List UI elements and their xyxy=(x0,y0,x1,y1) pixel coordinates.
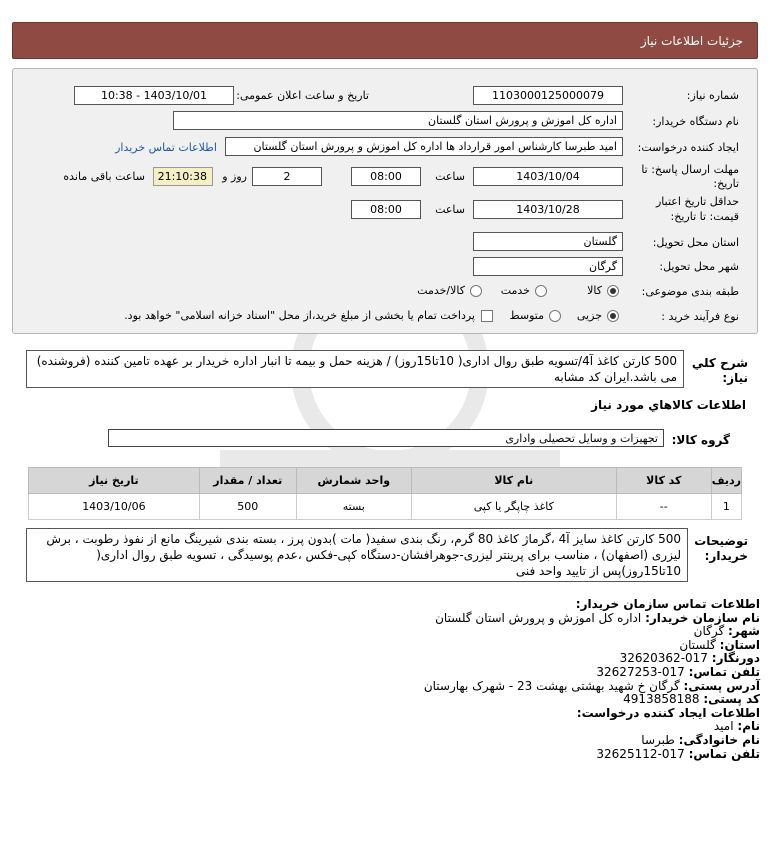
summary-label: شرح کلي xyxy=(691,356,748,370)
process-radio-medium[interactable] xyxy=(549,310,561,322)
address-value: گرگان خ شهید بهشتی بهشت 23 - شهرک بهارستان xyxy=(423,678,680,693)
announce-field: 1403/10/01 - 10:38 xyxy=(74,86,234,105)
page-title: جزئیات اطلاعات نیاز xyxy=(640,34,743,48)
remaining-label: ساعت باقی مانده xyxy=(63,170,145,183)
creator-label: ایجاد کننده درخواست: xyxy=(637,141,739,154)
validity-date-field: 1403/10/28 xyxy=(473,200,623,219)
postal-label: کد پستی: xyxy=(703,692,760,707)
contact-title: اطلاعات تماس سازمان خریدار: xyxy=(575,597,760,611)
org-label: نام سازمان خریدار: xyxy=(645,610,760,625)
creator-info-title: اطلاعات ایجاد کننده درخواست: xyxy=(576,705,760,720)
process-label: نوع فرآیند خرید : xyxy=(661,310,739,323)
process-option-minor: جزیی xyxy=(576,309,602,322)
fax-label: دورنگار: xyxy=(711,651,760,666)
family-value: طبرسا xyxy=(641,732,675,747)
buyer-notes-text: 500 کارتن کاغذ سایز آ4 ،گرماژ کاغذ 80 گرم، رنگ بندی سفید( مات )بدون پرز ، بسته بندی شیرینگ مانع از نفوذ رطوبت ، برش لیزری (اصفهان) ، مناسب برای پرینتر لیزری-جوهرافشان-دستگاه کپی-فکس ،عدم پوسیدگی ، تسویه طبق روال اداری( 10تا15روز)پس از تایید واحد فنی xyxy=(26,528,688,582)
category-label: طبقه بندی موضوعی: xyxy=(641,285,739,298)
deadline-time-field: 08:00 xyxy=(351,167,421,186)
city-contact-label: شهر: xyxy=(728,624,760,639)
creator-phone-label: تلفن تماس: xyxy=(688,746,760,761)
treasury-checkbox[interactable] xyxy=(481,310,493,322)
category-option-both: کالا/خدمت xyxy=(417,284,465,297)
name-label: نام: xyxy=(737,719,760,734)
city-field: گرگان xyxy=(473,257,623,276)
summary-text: 500 کارتن کاغذ آ4/تسویه طبق روال اداری( 10تا15روز) / هزینه حمل و بیمه تا انبار اداره خریدار بر عهده تامین کننده (فروشنده) می باشد.ایران کد مشابه xyxy=(26,350,684,388)
buyer-label: نام دستگاه خریدار: xyxy=(652,115,739,128)
province-field: گلستان xyxy=(473,232,623,251)
goods-section-title: اطلاعات کالاهاي مورد نياز xyxy=(591,398,746,412)
col-qty: تعداد / مقدار xyxy=(199,468,296,494)
cell-code: -- xyxy=(616,494,711,520)
buyer-notes-label: توضیحات xyxy=(694,534,748,548)
deadline-label: مهلت ارسال پاسخ: تا xyxy=(641,163,739,176)
city-label: شهر محل تحویل: xyxy=(659,260,739,273)
buyer-contact-link[interactable]: اطلاعات تماس خریدار xyxy=(115,141,217,154)
validity-label-2: قیمت: تا تاریخ: xyxy=(670,210,739,223)
buyer-notes-label-2: خریدار: xyxy=(704,549,748,563)
col-code: کد کالا xyxy=(616,468,711,494)
announce-label: تاریخ و ساعت اعلان عمومی: xyxy=(236,89,369,102)
days-label: روز و xyxy=(222,170,247,183)
validity-label: حداقل تاریخ اعتبار xyxy=(655,195,739,208)
process-radio-minor[interactable] xyxy=(607,310,619,322)
category-option-goods: کالا xyxy=(587,284,602,297)
goods-group-label: گروه کالا: xyxy=(671,433,730,447)
col-row: ردیف xyxy=(711,468,741,494)
creator-field: امید طبرسا کارشناس امور قرارداد ها اداره کل اموزش و پرورش استان گلستان xyxy=(225,137,623,156)
fax-value: 017-32620362 xyxy=(619,651,708,666)
postal-value: 4913858188 xyxy=(623,692,700,707)
family-label: نام خانوادگی: xyxy=(678,732,760,747)
need-details-panel xyxy=(12,68,758,334)
col-date: تاریخ نیاز xyxy=(29,468,200,494)
deadline-label-2: تاریخ: xyxy=(713,177,739,190)
col-unit: واحد شمارش xyxy=(296,468,411,494)
days-field: 2 xyxy=(252,167,322,186)
cell-date: 1403/10/06 xyxy=(29,494,200,520)
cell-name: کاغذ چاپگر یا کپی xyxy=(411,494,616,520)
col-name: نام کالا xyxy=(411,468,616,494)
validity-time-field: 08:00 xyxy=(351,200,421,219)
province-label: استان محل تحویل: xyxy=(652,236,739,249)
phone-value: 017-32627253 xyxy=(596,664,685,679)
need-number-label: شماره نیاز: xyxy=(686,89,739,102)
city-contact-value: گرگان xyxy=(693,624,725,639)
goods-table xyxy=(28,467,742,520)
creator-phone-value: 017-32625112 xyxy=(596,746,685,761)
page-header xyxy=(12,22,758,59)
org-value: اداره کل اموزش و پرورش استان گلستان xyxy=(435,610,642,625)
deadline-date-field: 1403/10/04 xyxy=(473,167,623,186)
buyer-contact-section xyxy=(10,598,760,761)
need-number-field: 1103000125000079 xyxy=(473,86,623,105)
process-option-medium: متوسط xyxy=(509,309,544,322)
phone-label: تلفن تماس: xyxy=(688,664,760,679)
table-row xyxy=(29,494,742,520)
buyer-field: اداره کل اموزش و پرورش استان گلستان xyxy=(173,111,623,130)
cell-unit: بسته xyxy=(296,494,411,520)
address-label: آدرس پستی: xyxy=(683,678,760,693)
category-radio-service[interactable] xyxy=(535,285,547,297)
category-option-service: خدمت xyxy=(500,284,530,297)
province-contact-value: گلستان xyxy=(679,637,716,652)
category-radio-both[interactable] xyxy=(470,285,482,297)
cell-qty: 500 xyxy=(199,494,296,520)
goods-group-field: تجهیزات و وسایل تحصیلی واداری xyxy=(108,429,664,447)
validity-time-label: ساعت xyxy=(435,203,465,216)
category-radio-goods[interactable] xyxy=(607,285,619,297)
deadline-time-label: ساعت xyxy=(435,170,465,183)
cell-row: 1 xyxy=(711,494,741,520)
summary-label-2: نياز: xyxy=(722,371,748,385)
province-contact-label: استان: xyxy=(719,637,760,652)
name-value: امید xyxy=(713,719,734,734)
remaining-time-field: 21:10:38 xyxy=(153,167,213,186)
payment-note: پرداخت تمام یا بخشی از مبلغ خرید،از محل "اسناد خزانه اسلامی" خواهد بود. xyxy=(124,309,475,322)
